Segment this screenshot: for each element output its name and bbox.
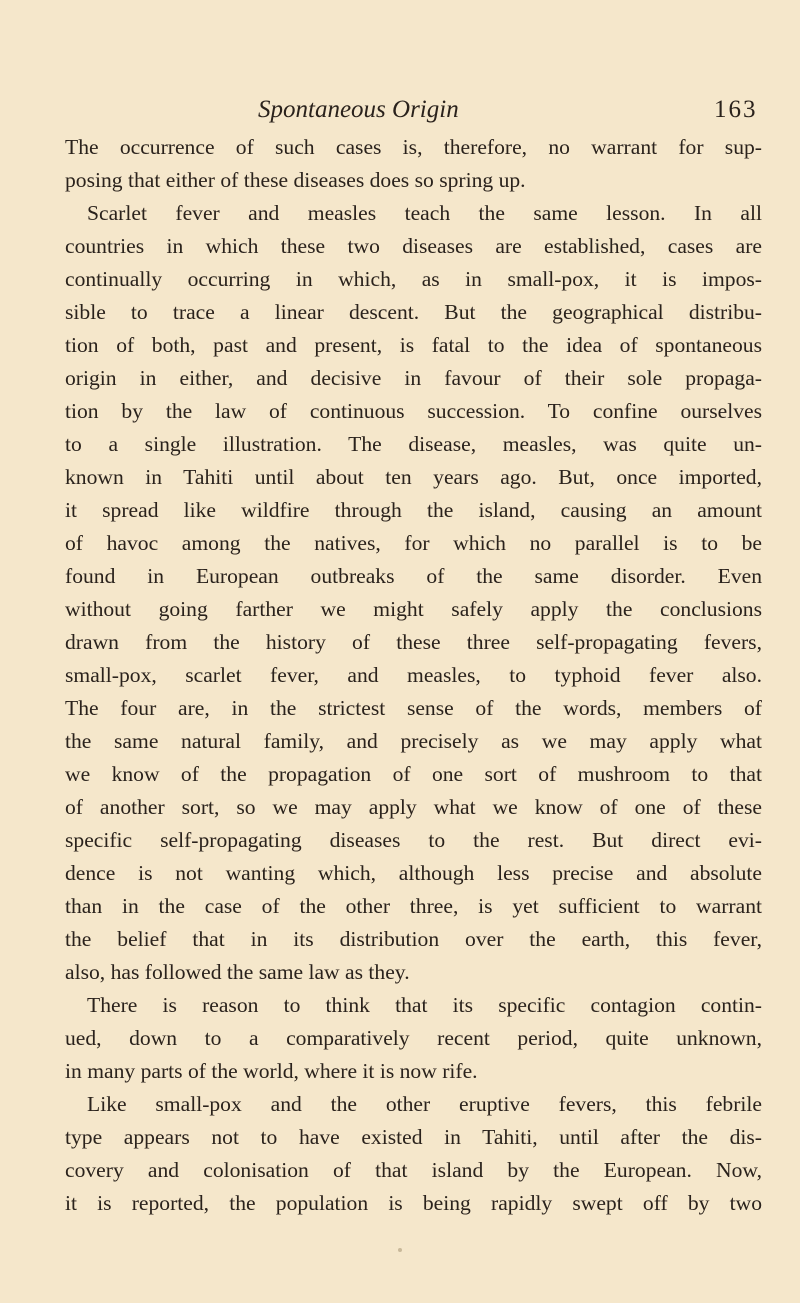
text-line: of another sort, so we may apply what we know of one of these xyxy=(65,795,762,819)
text-line: posing that either of these diseases does so spring up. xyxy=(65,168,526,192)
text-line: Like small-pox and the other eruptive fevers, this febrile xyxy=(87,1092,762,1116)
text-line: it is reported, the population is being rapidly swept off by two xyxy=(65,1191,762,1215)
text-line: The four are, in the strictest sense of the words, members of xyxy=(65,696,762,720)
text-line: The occurrence of such cases is, therefore, no warrant for sup- xyxy=(65,135,762,159)
text-line: the belief that in its distribution over the earth, this fever, xyxy=(65,927,762,951)
text-line: sible to trace a linear descent. But the geographical distribu- xyxy=(65,300,762,324)
text-line: known in Tahiti until about ten years ago. But, once imported, xyxy=(65,465,762,489)
text-line: ued, down to a comparatively recent period, quite unknown, xyxy=(65,1026,762,1050)
text-line: origin in either, and decisive in favour of their sole propaga- xyxy=(65,366,762,390)
paper-speck xyxy=(398,1248,402,1252)
body-text xyxy=(65,131,762,1220)
text-line: of havoc among the natives, for which no parallel is to be xyxy=(65,531,762,555)
text-line: also, has followed the same law as they. xyxy=(65,960,410,984)
text-line: Scarlet fever and measles teach the same lesson. In all xyxy=(87,201,762,225)
text-line: continually occurring in which, as in small-pox, it is impos- xyxy=(65,267,762,291)
running-head-title: Spontaneous Origin xyxy=(258,96,459,123)
text-line: we know of the propagation of one sort of mushroom to that xyxy=(65,762,762,786)
text-line: than in the case of the other three, is yet sufficient to warrant xyxy=(65,894,762,918)
text-line: in many parts of the world, where it is now rife. xyxy=(65,1059,478,1083)
text-line: drawn from the history of these three self-propagating fevers, xyxy=(65,630,762,654)
text-line: countries in which these two diseases are established, cases are xyxy=(65,234,762,258)
text-line: the same natural family, and precisely as we may apply what xyxy=(65,729,762,753)
text-line: dence is not wanting which, although less precise and absolute xyxy=(65,861,762,885)
page-number: 163 xyxy=(714,96,758,123)
text-line: type appears not to have existed in Tahiti, until after the dis- xyxy=(65,1125,762,1149)
text-line: it spread like wildfire through the island, causing an amount xyxy=(65,498,762,522)
text-line: tion of both, past and present, is fatal to the idea of spontaneous xyxy=(65,333,762,357)
text-line: specific self-propagating diseases to the rest. But direct evi- xyxy=(65,828,762,852)
text-line: tion by the law of continuous succession. To confine ourselves xyxy=(65,399,762,423)
text-line: covery and colonisation of that island by the European. Now, xyxy=(65,1158,762,1182)
text-line: found in European outbreaks of the same disorder. Even xyxy=(65,564,762,588)
running-head xyxy=(0,96,800,132)
text-line: without going farther we might safely apply the conclusions xyxy=(65,597,762,621)
text-line: small-pox, scarlet fever, and measles, to typhoid fever also. xyxy=(65,663,762,687)
text-line: There is reason to think that its specific contagion contin- xyxy=(87,993,762,1017)
text-line: to a single illustration. The disease, measles, was quite un- xyxy=(65,432,762,456)
